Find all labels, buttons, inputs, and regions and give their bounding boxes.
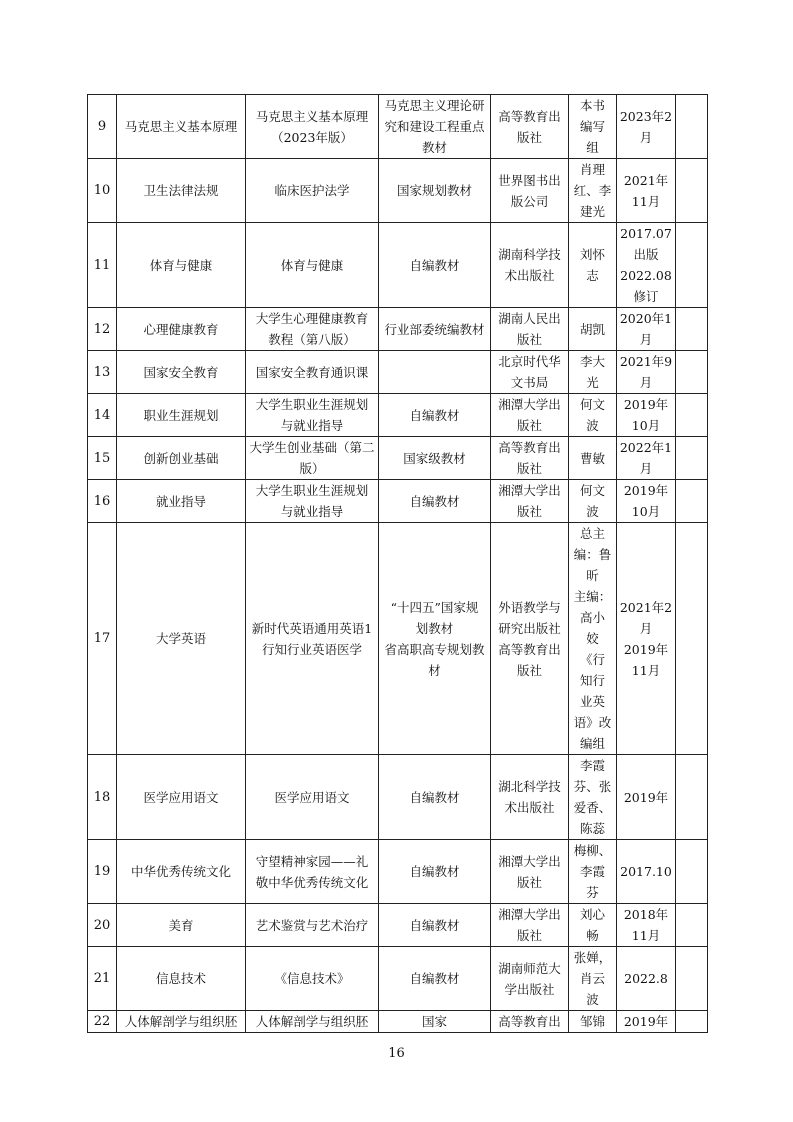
publisher-cell: 湖南人民出 版社 [491, 308, 569, 351]
textbook-category-cell: 自编教材 [379, 394, 491, 437]
row-number-cell: 13 [88, 351, 117, 394]
textbook-category-cell: 自编教材 [379, 755, 491, 840]
publish-date-cell: 2019年 10月 [617, 394, 676, 437]
publish-date-cell: 2023年2 月 [617, 95, 676, 159]
course-name-cell: 大学英语 [117, 523, 246, 755]
textbook-category-cell [379, 351, 491, 394]
row-number-cell: 22 [88, 1011, 117, 1033]
table-row [88, 1011, 708, 1033]
course-name-cell: 心理健康教育 [117, 308, 246, 351]
publish-date-cell: 2019年 [617, 1011, 676, 1033]
table-row [88, 308, 708, 351]
course-name-cell: 创新创业基础 [117, 437, 246, 480]
publisher-cell: 北京时代华 文书局 [491, 351, 569, 394]
publisher-cell: 湖南科学技 术出版社 [491, 223, 569, 308]
note-cell [676, 223, 708, 308]
row-number-cell: 11 [88, 223, 117, 308]
textbook-title-cell: 国家安全教育通识课 [246, 351, 379, 394]
row-number-cell: 9 [88, 95, 117, 159]
textbook-title-cell: 艺术鉴赏与艺术治疗 [246, 904, 379, 947]
publish-date-cell: 2019年 10月 [617, 480, 676, 523]
table-row [88, 947, 708, 1011]
note-cell [676, 523, 708, 755]
textbook-title-cell: 大学生创业基础（第二 版） [246, 437, 379, 480]
author-cell: 肖理 红、李 建光 [569, 159, 617, 223]
course-name-cell: 体育与健康 [117, 223, 246, 308]
row-number-cell: 16 [88, 480, 117, 523]
textbook-title-cell: 新时代英语通用英语1 行知行业英语医学 [246, 523, 379, 755]
author-cell: 邹锦 [569, 1011, 617, 1033]
course-name-cell: 职业生涯规划 [117, 394, 246, 437]
publish-date-cell: 2021年 11月 [617, 159, 676, 223]
table-row [88, 223, 708, 308]
publisher-cell: 湖北科学技 术出版社 [491, 755, 569, 840]
course-name-cell: 美育 [117, 904, 246, 947]
publisher-cell: 湘潭大学出 版社 [491, 904, 569, 947]
page-number: 16 [388, 1046, 405, 1061]
table-row [88, 755, 708, 840]
row-number-cell: 20 [88, 904, 117, 947]
note-cell [676, 437, 708, 480]
table-row [88, 351, 708, 394]
textbook-title-cell: 马克思主义基本原理 （2023年版） [246, 95, 379, 159]
textbook-category-cell: 自编教材 [379, 840, 491, 904]
course-name-cell: 医学应用语文 [117, 755, 246, 840]
note-cell [676, 1011, 708, 1033]
author-cell: 总主 编：鲁 昕 主编： 高小 姣 《行 知行 业英 语》改 编组 [569, 523, 617, 755]
textbook-title-cell: 医学应用语文 [246, 755, 379, 840]
note-cell [676, 480, 708, 523]
textbook-category-cell: 自编教材 [379, 947, 491, 1011]
publisher-cell: 高等教育出 版社 [491, 95, 569, 159]
course-name-cell: 人体解剖学与组织胚 [117, 1011, 246, 1033]
note-cell [676, 95, 708, 159]
course-name-cell: 中华优秀传统文化 [117, 840, 246, 904]
note-cell [676, 840, 708, 904]
textbook-table [87, 94, 708, 1033]
course-name-cell: 就业指导 [117, 480, 246, 523]
textbook-title-cell: 大学生职业生涯规划 与就业指导 [246, 480, 379, 523]
table-row [88, 394, 708, 437]
textbook-title-cell: 守望精神家园——礼 敬中华优秀传统文化 [246, 840, 379, 904]
textbook-title-cell: 大学生职业生涯规划 与就业指导 [246, 394, 379, 437]
row-number-cell: 14 [88, 394, 117, 437]
note-cell [676, 159, 708, 223]
publish-date-cell: 2017.07 出版 2022.08 修订 [617, 223, 676, 308]
textbook-title-cell: 人体解剖学与组织胚 [246, 1011, 379, 1033]
row-number-cell: 12 [88, 308, 117, 351]
publisher-cell: 湘潭大学出 版社 [491, 480, 569, 523]
course-name-cell: 国家安全教育 [117, 351, 246, 394]
publish-date-cell: 2021年2 月 2019年 11月 [617, 523, 676, 755]
table-body [88, 95, 708, 1033]
author-cell: 何文 波 [569, 394, 617, 437]
textbook-category-cell: 国家规划教材 [379, 159, 491, 223]
textbook-title-cell: 临床医护法学 [246, 159, 379, 223]
textbook-category-cell: 国家 [379, 1011, 491, 1033]
publish-date-cell: 2022年1 月 [617, 437, 676, 480]
publish-date-cell: 2022.8 [617, 947, 676, 1011]
publisher-cell: 世界图书出 版公司 [491, 159, 569, 223]
note-cell [676, 351, 708, 394]
publisher-cell: 高等教育出 版社 [491, 437, 569, 480]
author-cell: 李大 光 [569, 351, 617, 394]
publisher-cell: 外语教学与 研究出版社 高等教育出 版社 [491, 523, 569, 755]
table-row [88, 904, 708, 947]
author-cell: 刘心 畅 [569, 904, 617, 947]
textbook-category-cell: 国家级教材 [379, 437, 491, 480]
note-cell [676, 947, 708, 1011]
textbook-category-cell: “十四五”国家规 划教材 省高职高专规划教 材 [379, 523, 491, 755]
publisher-cell: 湘潭大学出 版社 [491, 840, 569, 904]
table-row [88, 437, 708, 480]
textbook-category-cell: 自编教材 [379, 904, 491, 947]
note-cell [676, 755, 708, 840]
author-cell: 张婵， 肖云 波 [569, 947, 617, 1011]
publish-date-cell: 2018年 11月 [617, 904, 676, 947]
row-number-cell: 15 [88, 437, 117, 480]
textbook-category-cell: 马克思主义理论研 究和建设工程重点 教材 [379, 95, 491, 159]
textbook-category-cell: 行业部委统编教材 [379, 308, 491, 351]
author-cell: 何文 波 [569, 480, 617, 523]
publish-date-cell: 2020年1 月 [617, 308, 676, 351]
table-row [88, 159, 708, 223]
row-number-cell: 21 [88, 947, 117, 1011]
author-cell: 李霞 芬、张 爱香、 陈蕊 [569, 755, 617, 840]
publisher-cell: 高等教育出 [491, 1011, 569, 1033]
course-name-cell: 卫生法律法规 [117, 159, 246, 223]
author-cell: 曹敏 [569, 437, 617, 480]
course-name-cell: 信息技术 [117, 947, 246, 1011]
publish-date-cell: 2019年 [617, 755, 676, 840]
row-number-cell: 10 [88, 159, 117, 223]
table-row [88, 523, 708, 755]
textbook-title-cell: 《信息技术》 [246, 947, 379, 1011]
row-number-cell: 18 [88, 755, 117, 840]
row-number-cell: 19 [88, 840, 117, 904]
table-row [88, 840, 708, 904]
table-row [88, 480, 708, 523]
course-name-cell: 马克思主义基本原理 [117, 95, 246, 159]
publisher-cell: 湖南师范大 学出版社 [491, 947, 569, 1011]
textbook-title-cell: 大学生心理健康教育 教程（第八版） [246, 308, 379, 351]
textbook-category-cell: 自编教材 [379, 223, 491, 308]
note-cell [676, 308, 708, 351]
author-cell: 胡凯 [569, 308, 617, 351]
note-cell [676, 394, 708, 437]
row-number-cell: 17 [88, 523, 117, 755]
publisher-cell: 湘潭大学出 版社 [491, 394, 569, 437]
author-cell: 本书 编写 组 [569, 95, 617, 159]
publish-date-cell: 2021年9 月 [617, 351, 676, 394]
author-cell: 刘怀 志 [569, 223, 617, 308]
textbook-category-cell: 自编教材 [379, 480, 491, 523]
note-cell [676, 904, 708, 947]
publish-date-cell: 2017.10 [617, 840, 676, 904]
author-cell: 梅柳、 李霞 芬 [569, 840, 617, 904]
table-row [88, 95, 708, 159]
textbook-title-cell: 体育与健康 [246, 223, 379, 308]
